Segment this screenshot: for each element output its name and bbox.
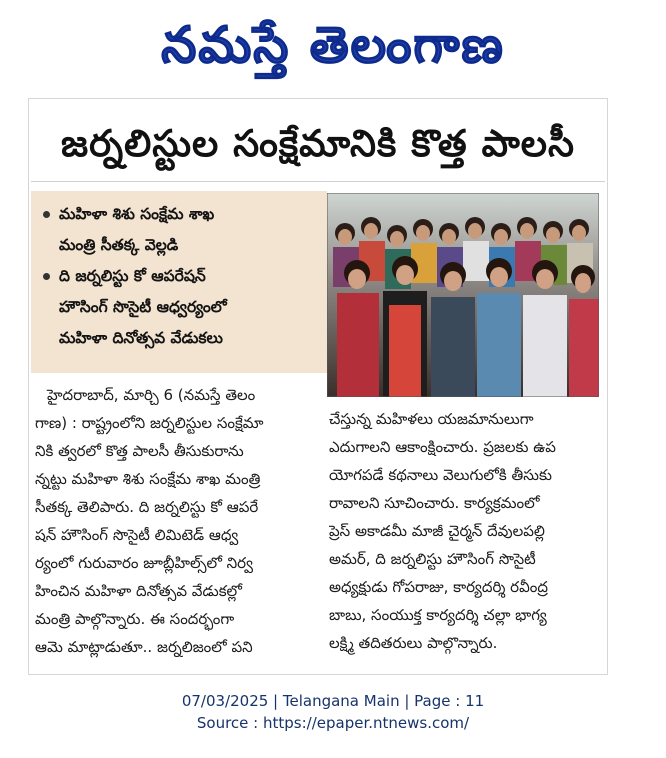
body-line: షన్ హౌసింగ్ సొసైటీ లిమిటెడ్ ఆధ్వ [35,526,239,544]
article-headline: జర్నలిస్టుల సంక్షేమానికి కొత్త పాలసీ [61,122,575,165]
edition-date-page: 07/03/2025 | Telangana Main | Page : 11 [181,692,485,710]
body-line: సీతక్క తెలిపారు. ది జర్నలిస్టు కో ఆపరే [35,498,259,516]
body-line: బాబు, సంయుక్త కార్యదర్శి చల్లా భాగ్య [329,606,547,624]
article-body-left-column [35,381,325,671]
headline-divider [31,181,605,182]
highlight-line: హౌసింగ్ సొసైటీ ఆధ్వర్యంలో [59,298,227,316]
bullet-icon [43,273,50,280]
body-line: న్నట్టు మహిళా శిశు సంక్షేమ శాఖ మంత్రి [35,470,261,488]
body-line: హైదరాబాద్, మార్చి 6 (నమస్తే తెలం [47,386,256,404]
highlight-line: మహిళా దినోత్సవ వేడుకలు [59,329,223,347]
body-line: ర్యంలో గురువారం జూబ్లీహిల్స్‌లో నిర్వ [35,554,253,572]
article-body-right-column [329,405,601,665]
newspaper-masthead: నమస్తే తెలంగాణ [161,16,505,74]
article-highlights-box [31,191,327,373]
highlight-line: మంత్రి సీతక్క వెల్లడి [59,236,179,254]
highlight-line: ది జర్నలిస్టు కో ఆపరేషన్ [59,267,206,285]
body-line: మంత్రి పాల్గొన్నారు. ఈ సందర్భంగా [35,610,235,628]
body-line: అధ్యక్షుడు గోపరాజు, కార్యదర్శి రవీంద్ర [329,578,548,596]
highlight-line: మహిళా శిశు సంక్షేమ శాఖ [59,205,215,223]
highlight-item [37,261,321,354]
highlight-item [37,199,321,261]
body-line: ఆమె మాట్లాడుతూ.. జర్నలిజంలో పని [35,638,253,656]
body-line: నికి త్వరలో కొత్త పాలసీ తీసుకురాను [35,442,244,460]
body-line: ప్రెస్ అకాడమీ మాజీ చైర్మన్ దేవులపల్లి [329,522,545,540]
body-line: గాణ) : రాష్ట్రంలోని జర్నలిస్టుల సంక్షేమా [35,414,264,432]
body-line: అమర్, ది జర్నలిస్టు హౌసింగ్ సొసైటీ [329,550,536,568]
body-line: రావాలని సూచించారు. కార్యక్రమంలో [329,494,540,512]
body-line: చేస్తున్న మహిళలు యజమానులుగా [329,410,534,428]
body-line: లక్ష్మి తదితరులు పాల్గొన్నారు. [329,634,498,652]
event-group-photo [327,193,599,397]
bullet-icon [43,211,50,218]
article-clipping [28,98,608,675]
body-line: ఎదుగాలని ఆకాంక్షించారు. ప్రజలకు ఉప [329,438,556,456]
group-photo-image [327,193,599,397]
source-url: Source : https://epaper.ntnews.com/ [196,714,470,732]
body-line: హించిన మహిళా దినోత్సవ వేడుకల్లో [35,582,242,600]
body-line: యోగపడే కథనాలు వెలుగులోకి తీసుకు [329,466,552,484]
clipping-source-footer [0,690,666,746]
